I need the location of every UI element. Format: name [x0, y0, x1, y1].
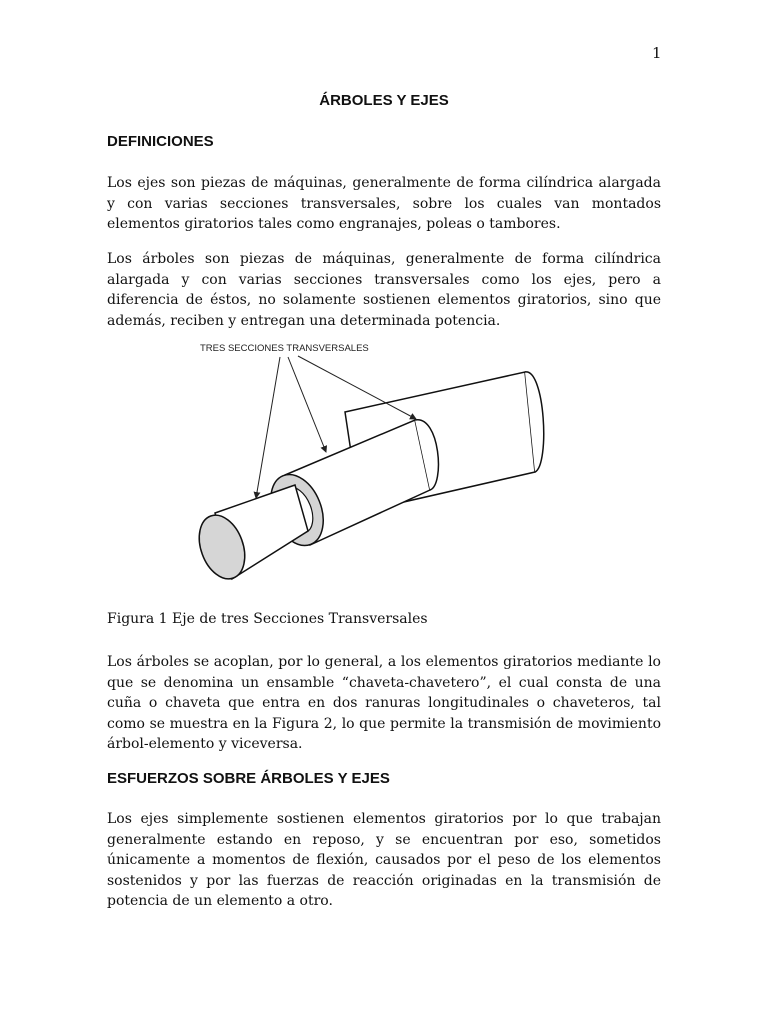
- paragraph-ejes-definition: Los ejes son piezas de máquinas, generalmente de forma cilíndrica alargada y con varias secciones transversales, sobre los cuales van montados elementos giratorios tales como engranajes, poleas o tambores.: [107, 175, 661, 232]
- figure-label: TRES SECCIONES TRANSVERSALES: [200, 343, 369, 354]
- paragraph-esfuerzos: Los ejes simplemente sostienen elementos giratorios por lo que trabajan generalmente estando en reposo, y se encuentran por eso, sometidos únicamente a momentos de flexión, causados por el peso de los elementos sostenidos y por las fuerzas de reacción originadas en la transmisión de potencia de un elemento a otro.: [107, 811, 661, 909]
- paragraph-acople: Los árboles se acoplan, por lo general, a los elementos giratorios mediante lo que se denomina un ensamble “chaveta-chavetero”, el cual consta de una cuña o chaveta que entra en dos ranuras longitudinales o chaveteros, tal como se muestra en la Figura 2, lo que permite la transmisión de movimiento árbol-elemento y viceversa.: [107, 654, 661, 752]
- shaft-figure: [190, 335, 590, 595]
- shaft-section-small: [191, 485, 308, 585]
- section-heading-esfuerzos: ESFUERZOS SOBRE ÁRBOLES Y EJES: [107, 770, 390, 787]
- page-number: 1: [652, 44, 662, 62]
- paragraph-arboles-definition: Los árboles son piezas de máquinas, generalmente de forma cilíndrica alargada y con varias secciones transversales como los ejes, pero a diferencia de éstos, no solamente sostienen elementos giratorios, sino que además, reciben y entregan una determinada potencia.: [107, 251, 661, 329]
- figure-caption: Figura 1 Eje de tres Secciones Transversales: [107, 611, 428, 627]
- section-heading-definiciones: DEFINICIONES: [107, 133, 214, 150]
- document-title: ÁRBOLES Y EJES: [319, 92, 449, 109]
